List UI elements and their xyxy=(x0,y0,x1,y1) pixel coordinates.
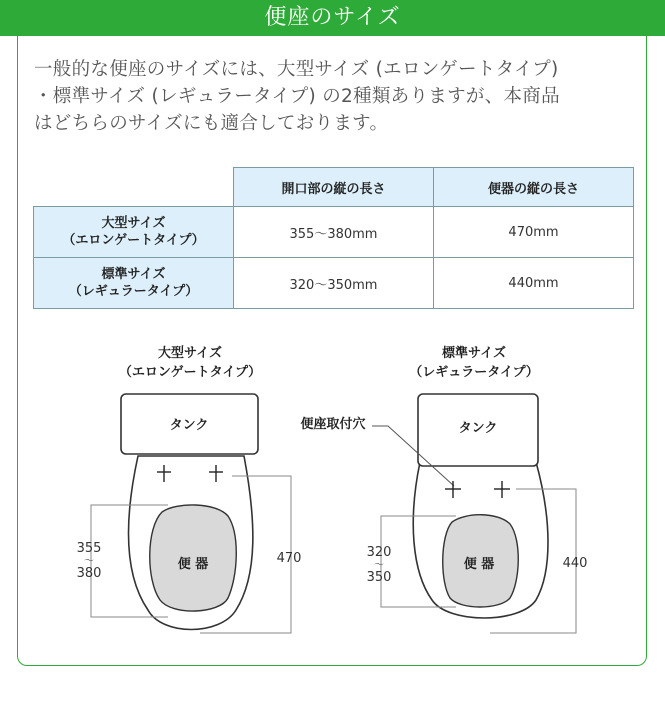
row-name: 標準サイズ xyxy=(101,267,166,282)
tank-label: タンク xyxy=(458,421,498,436)
section-title: 便座のサイズ xyxy=(264,5,401,30)
mount-hole-label: 便座取付穴 xyxy=(300,417,366,432)
intro-line-3: はどちらのサイズにも適合しております。 xyxy=(34,113,389,134)
table-header-bowl: 便器の縦の長さ xyxy=(434,168,634,207)
tank-label: タンク xyxy=(169,418,209,433)
cell-bowl: 440mm xyxy=(434,258,634,309)
row-subname: （レギュラータイプ） xyxy=(68,284,199,299)
diagram-standard xyxy=(300,345,587,633)
cell-bowl: 470mm xyxy=(434,207,634,258)
diagram-standard-subtitle: （レギュラータイプ） xyxy=(409,365,539,380)
cell-opening: 355〜380mm xyxy=(234,207,434,258)
row-name: 大型サイズ xyxy=(101,216,166,231)
cell-opening: 320〜350mm xyxy=(234,258,434,309)
opening-max-label: 350 xyxy=(366,570,392,585)
table-header-opening: 開口部の縦の長さ xyxy=(234,168,434,207)
bowl-label: 便 器 xyxy=(177,557,209,572)
opening-sep-label: 〜 xyxy=(374,560,384,571)
diagram-standard-title: 標準サイズ xyxy=(442,346,506,361)
diagram-large-subtitle: （エロンゲートタイプ） xyxy=(118,365,262,380)
intro-line-2: ・標準サイズ (レギュラータイプ) の2種類ありますが、本商品 xyxy=(34,86,560,107)
diagram-large xyxy=(77,345,302,633)
intro-line-1: 一般的な便座のサイズには、大型サイズ (エロンゲートタイプ) xyxy=(34,59,559,80)
diagram-large-title: 大型サイズ xyxy=(158,346,222,361)
opening-sep-label: 〜 xyxy=(84,556,94,567)
opening-max-label: 380 xyxy=(76,566,102,581)
bowl-label: 便 器 xyxy=(463,557,495,572)
bowl-length-label: 470 xyxy=(276,551,302,566)
bowl-length-label: 440 xyxy=(562,556,588,571)
opening-min-label: 320 xyxy=(366,545,392,560)
row-subname: （エロンゲートタイプ） xyxy=(62,233,205,248)
opening-min-label: 355 xyxy=(76,541,102,556)
